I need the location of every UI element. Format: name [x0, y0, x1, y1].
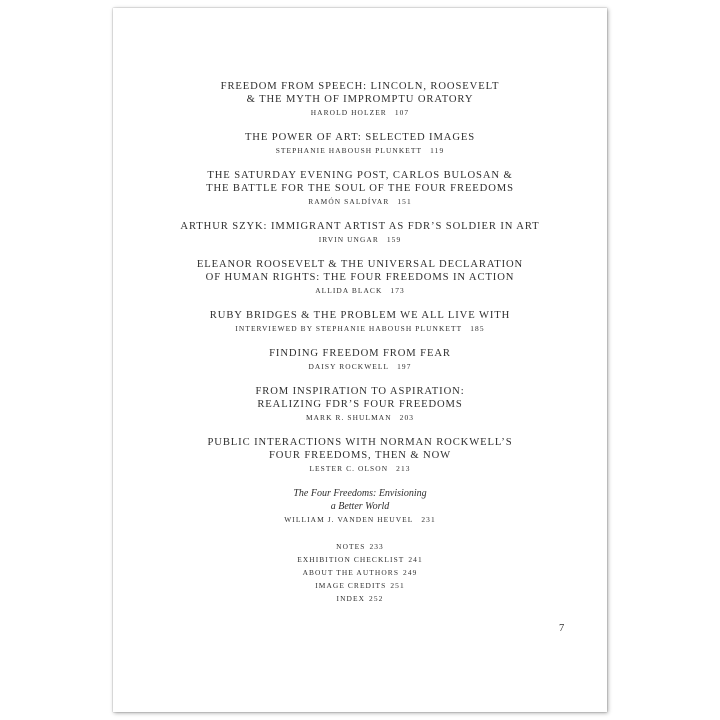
toc-entry-title: THE POWER OF ART: SELECTED IMAGES — [244, 132, 476, 143]
toc-entry-byline — [113, 195, 607, 208]
toc-entry-page: 107 — [394, 108, 410, 117]
toc-entry-title: ARTHUR SZYK: IMMIGRANT ARTIST AS FDR’S SOLDIER IN ART — [180, 221, 540, 232]
backmatter-label: INDEX — [336, 594, 366, 603]
toc-entry-title: THE BATTLE FOR THE SOUL OF THE FOUR FREEDOMS — [206, 183, 514, 194]
toc-entry-page: 151 — [397, 197, 412, 206]
toc-entry-title: REALIZING FDR’S FOUR FREEDOMS — [257, 399, 463, 410]
toc-entry — [113, 169, 607, 208]
toc-entry-page: 197 — [397, 362, 412, 371]
toc-entry — [113, 436, 607, 475]
toc-entry — [113, 347, 607, 373]
toc-entry-title: OF HUMAN RIGHTS: THE FOUR FREEDOMS IN ACTION — [205, 272, 515, 283]
toc-entry-page: 203 — [399, 413, 415, 422]
toc-entry-author: LESTER C. OLSON — [309, 464, 389, 473]
toc-entry-title: FOUR FREEDOMS, THEN & NOW — [268, 450, 452, 461]
toc-entry-page: 213 — [396, 464, 411, 473]
toc-entry — [113, 309, 607, 335]
toc-entry-byline — [113, 144, 607, 157]
toc-entry — [113, 131, 607, 157]
toc-entry-byline — [113, 322, 607, 335]
toc-entry — [113, 258, 607, 297]
backmatter-page: 252 — [369, 594, 384, 603]
toc-entry-author: RAMÓN SALDÍVAR — [308, 197, 390, 206]
book-page — [113, 8, 607, 712]
toc-entry-page: 185 — [470, 324, 485, 333]
toc-entry-title: RUBY BRIDGES & THE PROBLEM WE ALL LIVE WITH — [209, 310, 511, 321]
page-number: 7 — [559, 623, 565, 634]
afterword-title: a Better World — [330, 501, 390, 512]
afterword-author: WILLIAM J. VANDEN HEUVEL — [284, 515, 414, 524]
toc-entry-page: 119 — [430, 146, 445, 155]
toc-entry-byline — [113, 411, 607, 424]
backmatter-label: IMAGE CREDITS — [315, 581, 387, 590]
toc-entry-byline — [113, 462, 607, 475]
toc-entry-author: ALLIDA BLACK — [315, 286, 383, 295]
toc-entry-author: STEPHANIE HABOUSH PLUNKETT — [275, 146, 423, 155]
backmatter-label: NOTES — [336, 542, 366, 551]
toc-afterword — [113, 487, 607, 526]
backmatter-label: EXHIBITION CHECKLIST — [297, 555, 405, 564]
afterword-byline — [113, 513, 607, 526]
toc-entry-title: PUBLIC INTERACTIONS WITH NORMAN ROCKWELL’S — [207, 437, 513, 448]
afterword-title: The Four Freedoms: Envisioning — [293, 488, 427, 499]
toc-entry-author: IRVIN UNGAR — [318, 235, 379, 244]
toc-entry-byline — [113, 360, 607, 373]
toc-entry — [113, 385, 607, 424]
toc-entry-author: HAROLD HOLZER — [310, 108, 387, 117]
afterword-page: 231 — [421, 515, 436, 524]
backmatter-page: 251 — [390, 581, 405, 590]
backmatter-page: 249 — [403, 568, 418, 577]
toc-entry-title: FROM INSPIRATION TO ASPIRATION: — [255, 386, 465, 397]
backmatter-item — [113, 592, 607, 605]
backmatter-item — [113, 566, 607, 579]
toc-entry — [113, 80, 607, 119]
toc-entry-author: DAISY ROCKWELL — [308, 362, 390, 371]
backmatter-label: ABOUT THE AUTHORS — [302, 568, 400, 577]
toc-entry-title: FINDING FREEDOM FROM FEAR — [269, 348, 451, 359]
toc-entry-byline — [113, 284, 607, 297]
toc-entry-byline — [113, 106, 607, 119]
toc-entry-title: THE SATURDAY EVENING POST, CARLOS BULOSAN & — [207, 170, 513, 181]
toc-entry-page: 173 — [390, 286, 405, 295]
table-of-contents — [113, 80, 607, 605]
backmatter-item — [113, 540, 607, 553]
toc-entry-byline — [113, 233, 607, 246]
toc-entry-author: INTERVIEWED BY STEPHANIE HABOUSH PLUNKETT — [235, 324, 463, 333]
backmatter-item — [113, 553, 607, 566]
backmatter-page: 241 — [408, 555, 423, 564]
toc-entry-author: MARK R. SHULMAN — [305, 413, 392, 422]
backmatter-page: 233 — [369, 542, 384, 551]
toc-entry-title: FREEDOM FROM SPEECH: LINCOLN, ROOSEVELT — [220, 81, 500, 92]
toc-entry-title: & THE MYTH OF IMPROMPTU ORATORY — [246, 94, 474, 105]
toc-entry-title: ELEANOR ROOSEVELT & THE UNIVERSAL DECLARATION — [196, 259, 524, 270]
backmatter-item — [113, 579, 607, 592]
toc-entry — [113, 220, 607, 246]
backmatter-list — [113, 540, 607, 605]
toc-entry-page: 159 — [386, 235, 402, 244]
